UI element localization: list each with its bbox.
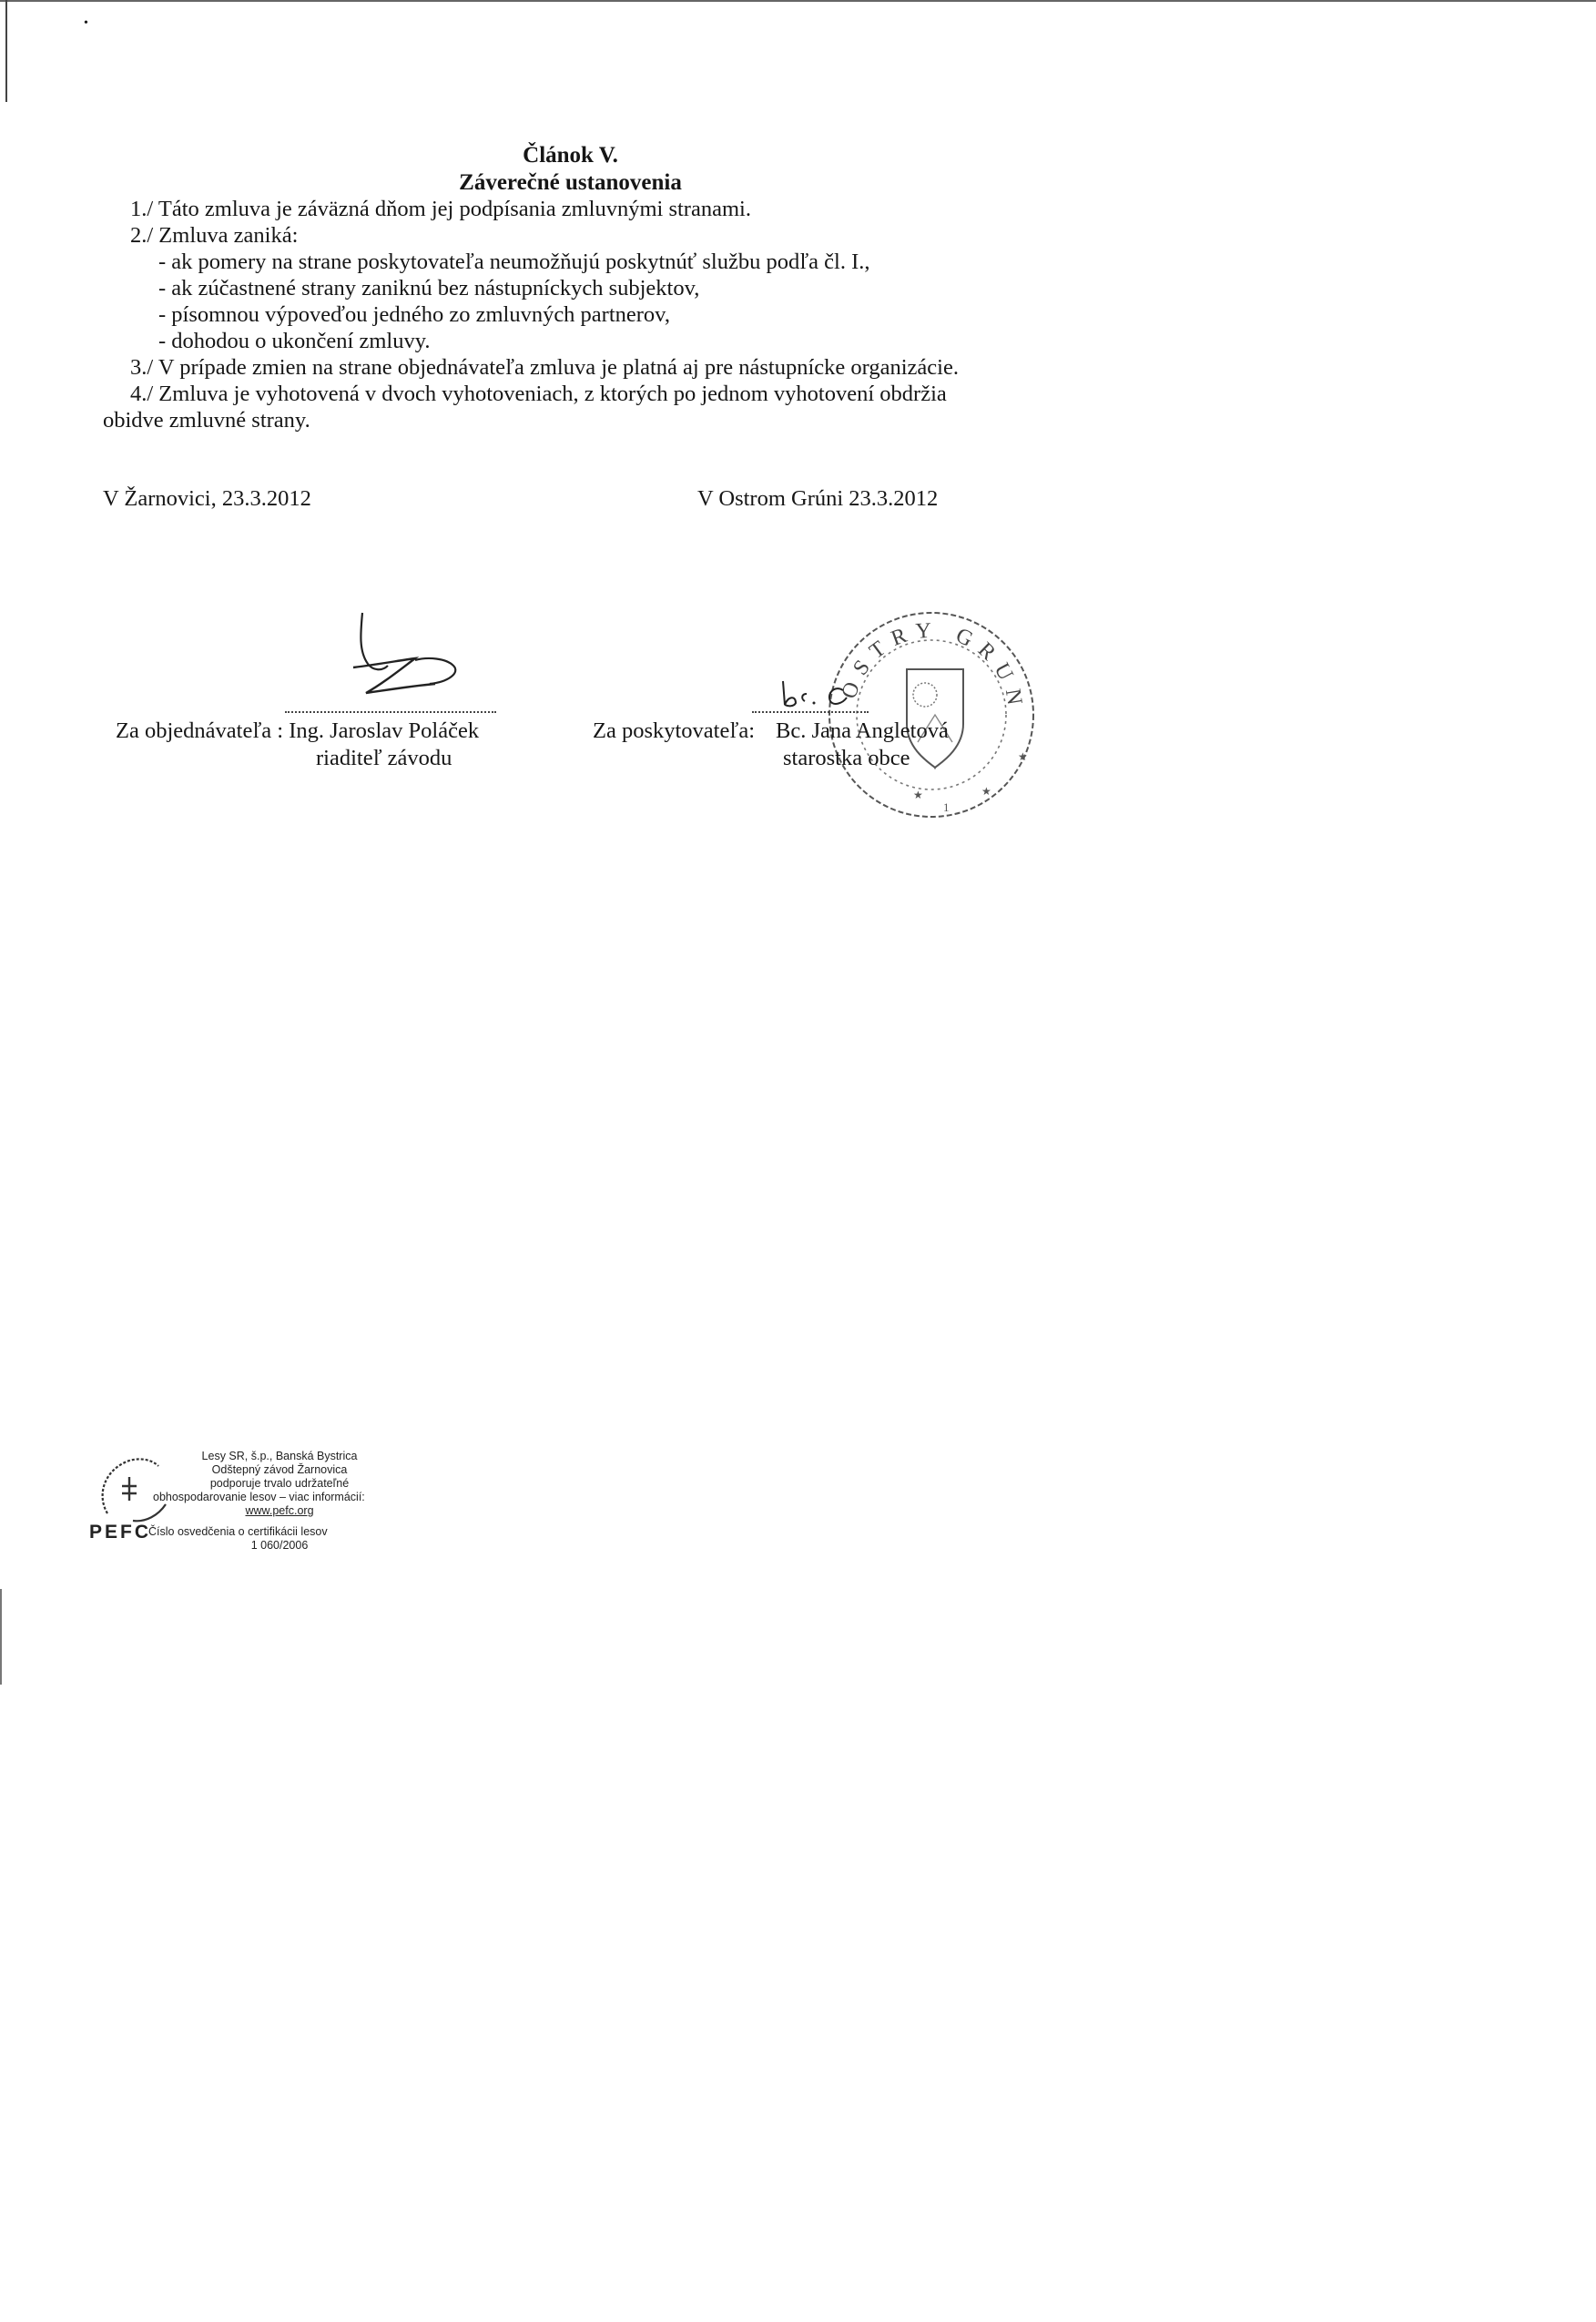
left-signer-role: Za objednávateľa : Ing. Jaroslav Poláček <box>116 718 480 743</box>
right-signer-title: starostka obce <box>783 746 910 770</box>
scan-edge-top <box>0 0 1596 2</box>
article-subheading: Záverečné ustanovenia <box>459 170 682 195</box>
left-signature-line <box>285 711 496 713</box>
clause-2-item-2: - ak zúčastnené strany zaniknú bez nástupníckych subjektov, <box>158 276 700 300</box>
footer-line-1: Lesy SR, š.p., Banská Bystrica <box>201 1450 358 1462</box>
svg-text:1: 1 <box>943 800 950 814</box>
svg-text:OSTRY GRUN <box>838 619 1028 716</box>
clause-4-line-1: 4./ Zmluva je vyhotovená v dvoch vyhotoveniach, z ktorých po jednom vyhotovení obdržia <box>130 382 947 406</box>
scan-edge-left-lower <box>0 1589 2 1685</box>
pefc-logo-text: PEFC <box>89 1522 152 1543</box>
clause-2-item-1: - ak pomery na strane poskytovateľa neumožňujú poskytnúť službu podľa čl. I., <box>158 250 870 274</box>
left-handwritten-signature <box>328 606 473 706</box>
place-date-right: V Ostrom Grúni 23.3.2012 <box>697 486 939 511</box>
place-date-left: V Žarnovici, 23.3.2012 <box>103 486 311 511</box>
footer-line-6: Číslo osvedčenia o certifikácii lesov <box>148 1525 328 1538</box>
clause-2: 2./ Zmluva zaniká: <box>130 223 299 248</box>
footer-pefc-link[interactable]: www.pefc.org <box>245 1504 314 1517</box>
clause-2-item-3: - písomnou výpoveďou jedného zo zmluvných partnerov, <box>158 302 670 327</box>
official-round-stamp <box>818 606 1045 824</box>
left-signer-title: riaditeľ závodu <box>316 746 452 770</box>
svg-text:★: ★ <box>913 789 923 801</box>
footer-line-7: 1 060/2006 <box>250 1539 309 1552</box>
footer-line-2: Odštepný závod Žarnovica <box>211 1463 348 1476</box>
footer-line-4: obhospodarovanie lesov – viac informácií: <box>153 1491 365 1503</box>
footer-line-3: podporuje trvalo udržateľné <box>209 1477 350 1490</box>
right-signature-line <box>752 711 869 713</box>
stamp-text: OSTRY GRUN <box>837 618 1028 716</box>
svg-text:★: ★ <box>1018 750 1028 763</box>
clause-1: 1./ Táto zmluva je záväzná dňom jej podpísania zmluvnými stranami. <box>130 197 751 221</box>
scan-dot: • <box>84 16 88 30</box>
scan-edge-left <box>5 0 7 102</box>
right-handwritten-signature <box>774 676 856 712</box>
right-signer-name: Bc. Jana Angletová <box>776 718 949 743</box>
right-signer-role: Za poskytovateľa: <box>593 718 755 743</box>
clause-3: 3./ V prípade zmien na strane objednávateľa zmluva je platná aj pre nástupnícke organizácie. <box>130 355 959 380</box>
svg-text:★: ★ <box>981 785 991 798</box>
clause-4-line-2: obidve zmluvné strany. <box>103 408 310 433</box>
clause-2-item-4: - dohodou o ukončení zmluvy. <box>158 329 431 353</box>
article-heading: Článok V. <box>523 143 618 168</box>
